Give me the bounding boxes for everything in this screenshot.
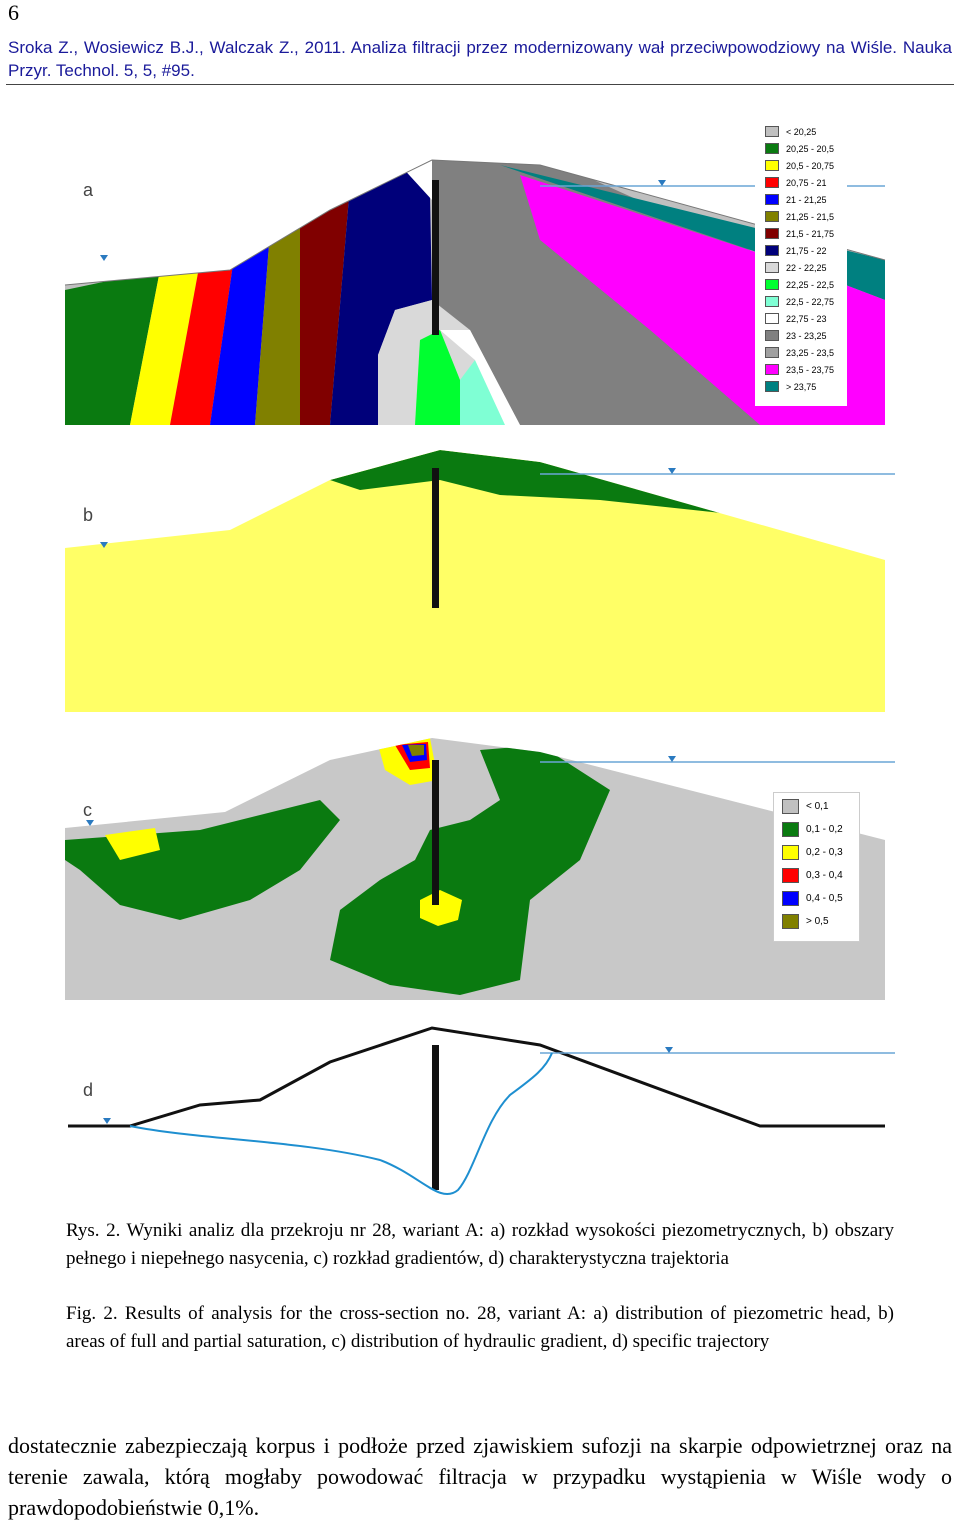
figure-caption-english: Fig. 2. Results of analysis for the cross-section no. 28, variant A: a) distribution of piezometric head, b) areas of full and partial saturation, c) distribution of hydraulic gradient, d) specific trajectory (66, 1303, 894, 1352)
body-paragraph: dostatecznie zabezpieczają korpus i podłoże przed zjawiskiem sufozji na skarpie odpowietrznej oraz na terenie zawala, którą mogłaby powodować filtracja w przypadku wystąpienia w Wiśle wody o prawdopodobieństwie 0,1%. (8, 1433, 952, 1520)
panel-d-sheet-pile (432, 1045, 439, 1190)
legend-c-item: 0,2 - 0,3 (782, 845, 843, 860)
water-marker-icon (658, 180, 666, 186)
panel-d-trajectory (68, 1028, 895, 1194)
water-marker-icon (668, 468, 676, 474)
figure-caption-polish: Rys. 2. Wyniki analiz dla przekroju nr 28, wariant A: a) rozkład wysokości piezometrycznych, b) obszary pełnego i niepełnego nasycenia, c) rozkład gradientów, d) charakterystyczna trajektoria (66, 1220, 894, 1269)
legend-a-item: 21,5 - 21,75 (765, 228, 834, 239)
legend-c-item: 0,1 - 0,2 (782, 822, 843, 837)
water-marker-icon (665, 1047, 673, 1053)
legend-a-item: 20,75 - 21 (765, 177, 827, 188)
legend-a-item: 23,5 - 23,75 (765, 364, 834, 375)
flow-trajectory (130, 1053, 552, 1194)
legend-a-item: 21 - 21,25 (765, 194, 827, 205)
legend-a-item: 22,5 - 22,75 (765, 296, 834, 307)
legend-a-item: 20,25 - 20,5 (765, 143, 834, 154)
legend-a-item: 23 - 23,25 (765, 330, 827, 341)
legend-c-item: 0,4 - 0,5 (782, 891, 843, 906)
legend-a-item: < 20,25 (765, 126, 816, 137)
panel-label-d: d (83, 1080, 94, 1100)
legend-c-item: > 0,5 (782, 914, 829, 929)
legend-c-item: < 0,1 (782, 799, 829, 814)
water-marker-icon (100, 255, 108, 261)
water-marker-icon (103, 1118, 111, 1124)
legend-a-item: 22,25 - 22,5 (765, 279, 834, 290)
panel-a-sheet-pile (432, 180, 439, 335)
panel-c-gradient (65, 730, 885, 1010)
legend-c (773, 792, 860, 942)
levee-profile (68, 1028, 885, 1126)
panel-label-b: b (83, 505, 94, 525)
panel-b-sheet-pile (432, 468, 439, 608)
panel-b-saturation (65, 440, 885, 720)
legend-a-item: > 23,75 (765, 381, 816, 392)
citation-header: Sroka Z., Wosiewicz B.J., Walczak Z., 2011. Analiza filtracji przez modernizowany wał przeciwpowodziowy na Wiśle. Nauka Przyr. Technol. 5, 5, #95. (8, 38, 952, 80)
legend-a-item: 21,25 - 21,5 (765, 211, 834, 222)
panel-label-c: c (83, 800, 92, 820)
water-marker-icon (668, 756, 676, 762)
page-number: 6 (8, 0, 19, 25)
panel-label-a: a (83, 180, 94, 200)
legend-a (755, 122, 847, 406)
legend-c-item: 0,3 - 0,4 (782, 868, 843, 883)
legend-a-item: 21,75 - 22 (765, 245, 827, 256)
legend-a-item: 22,75 - 23 (765, 313, 827, 324)
legend-a-item: 23,25 - 23,5 (765, 347, 834, 358)
legend-a-item: 22 - 22,25 (765, 262, 827, 273)
panel-c-sheet-pile (432, 760, 439, 905)
legend-a-item: 20,5 - 20,75 (765, 160, 834, 171)
